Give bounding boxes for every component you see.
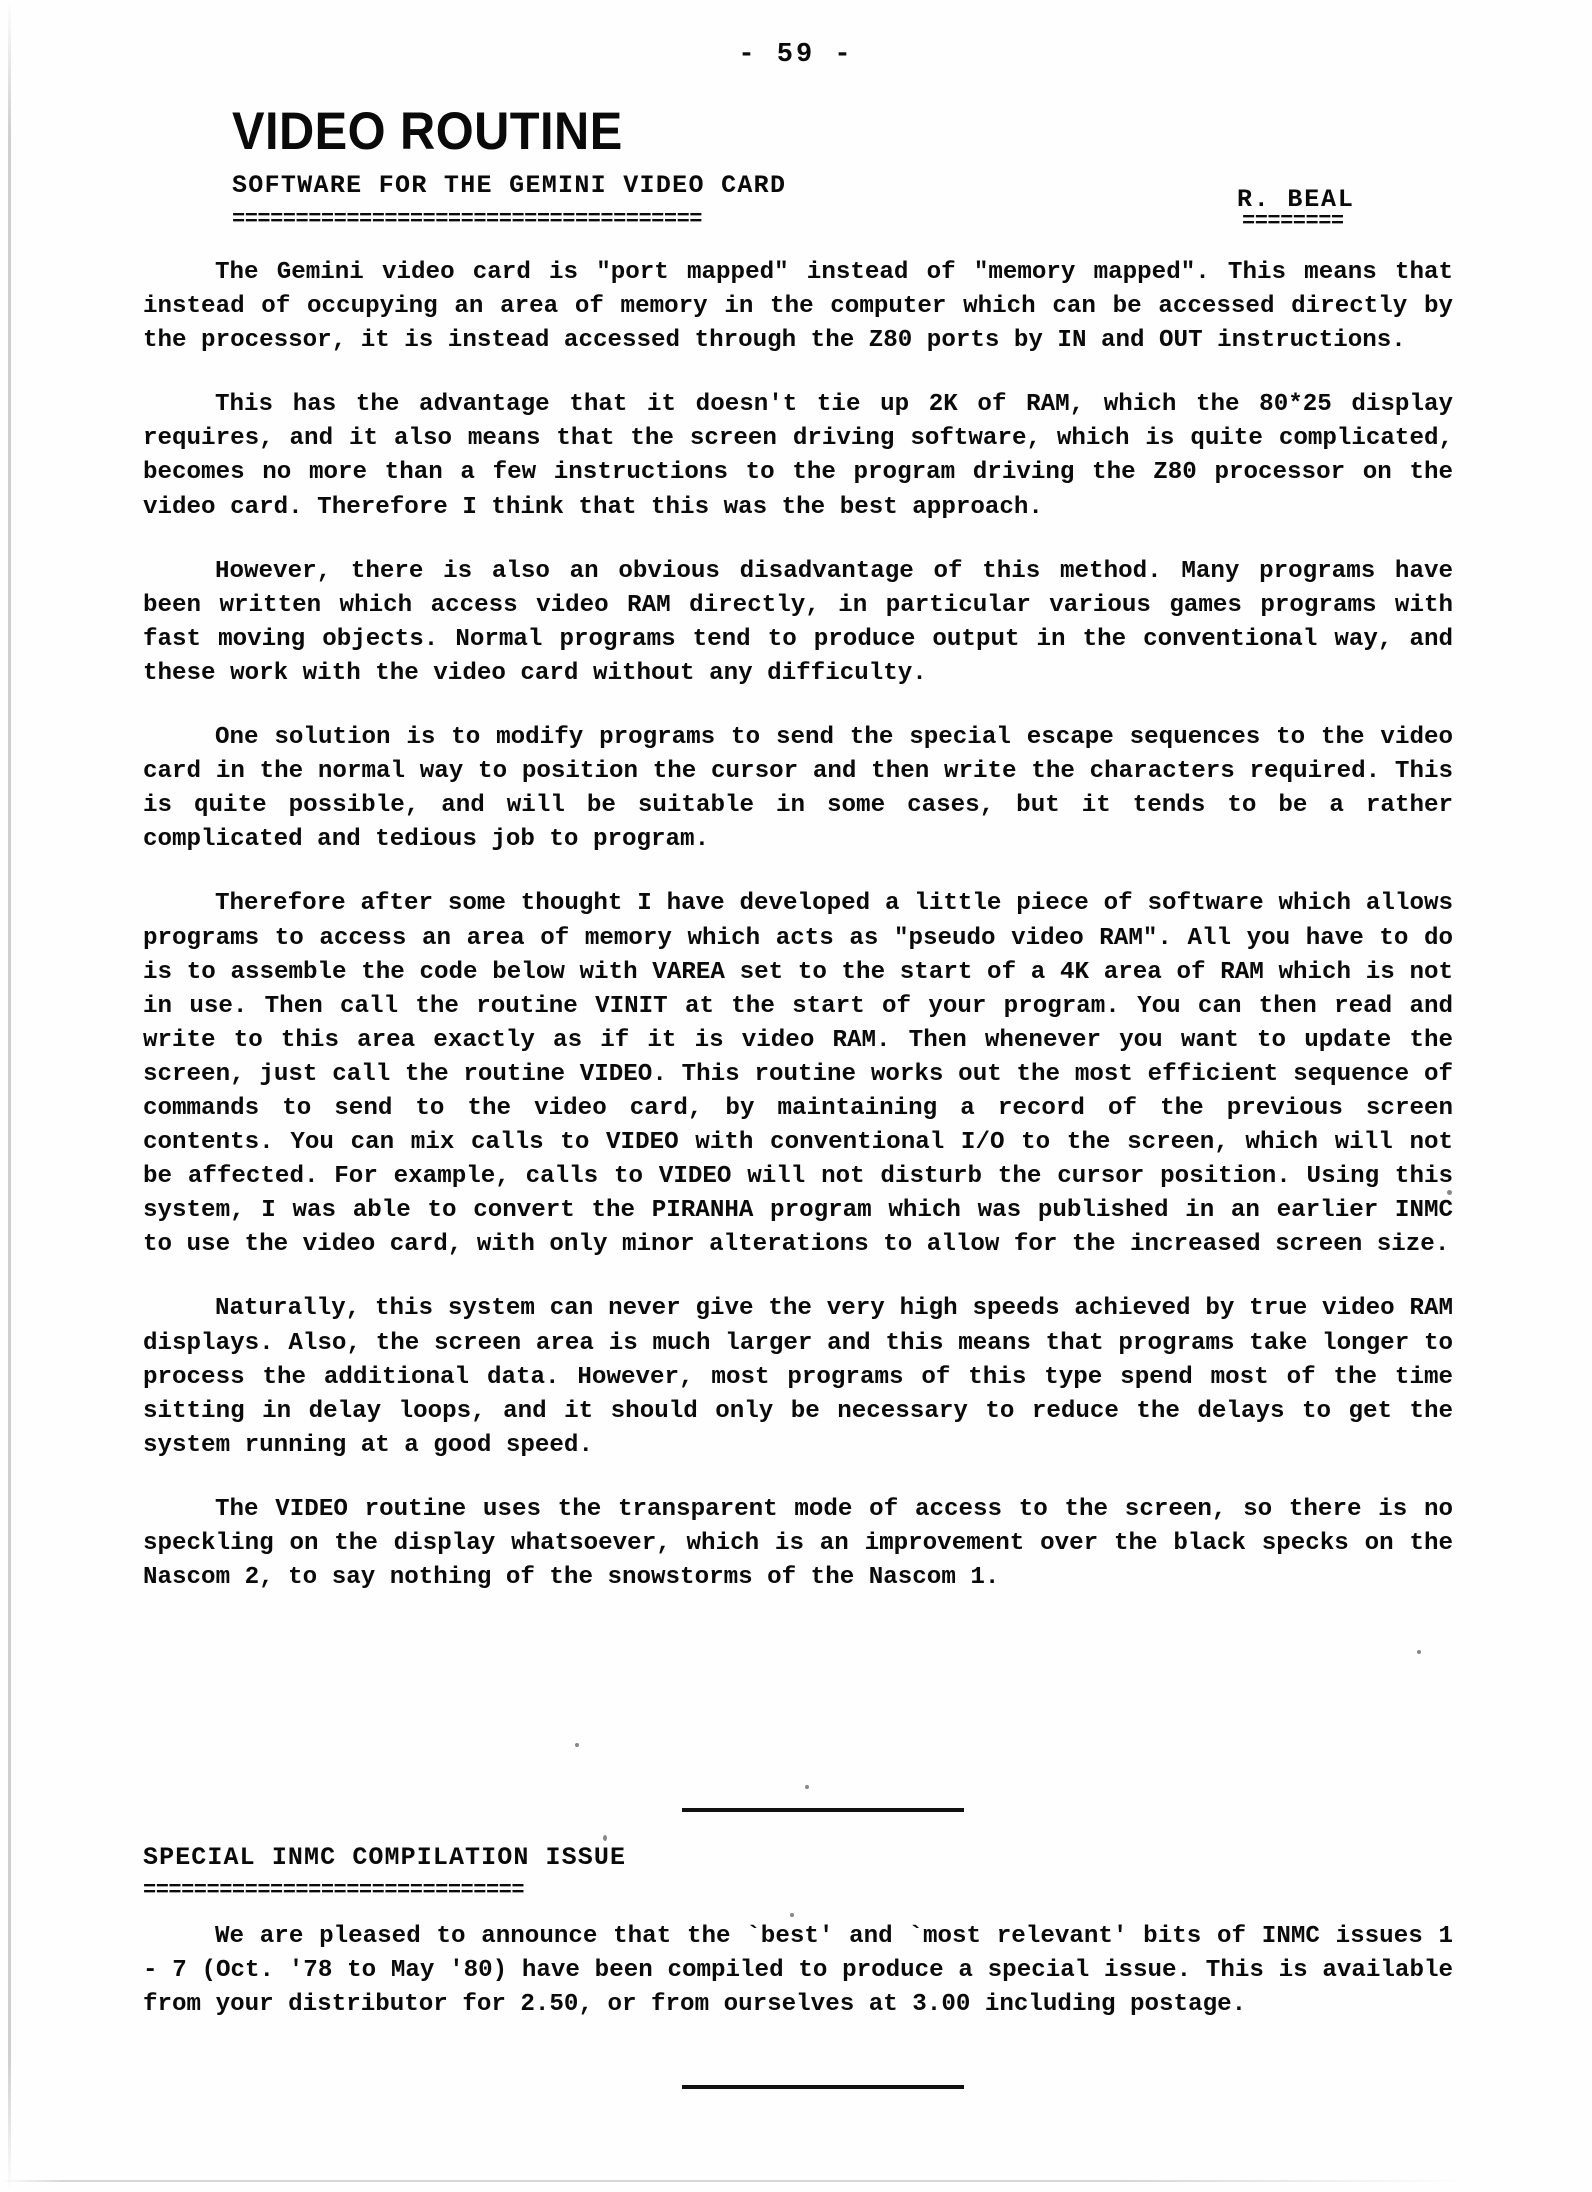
page-title: VIDEO ROUTINE xyxy=(232,102,623,161)
scan-edge-artifact-bottom xyxy=(0,2180,1592,2182)
body-paragraph: One solution is to modify programs to send the special escape sequences to the video card in the normal way to position the cursor and then write the characters required. This is quite possible, and will be suitable in some cases, but it tends to be a rather complicated and tedious job to program. xyxy=(143,724,1453,854)
scan-speck xyxy=(805,1785,809,1789)
section-body xyxy=(143,1920,1453,2022)
masthead-rule-row xyxy=(232,209,1432,234)
scan-speck xyxy=(575,1743,579,1747)
article-body xyxy=(143,256,1453,1623)
author-byline: R. BEAL xyxy=(1237,185,1355,214)
subtitle-row xyxy=(232,171,1432,214)
subtitle-underline-rule: ===================================== xyxy=(232,209,702,231)
scan-speck xyxy=(790,1913,794,1917)
scan-speck xyxy=(603,1835,607,1841)
body-paragraph: The VIDEO routine uses the transparent mode of access to the screen, so there is no speckling on the display whatsoever, which is an improvement over the black specks on the Nascom 2, to say nothing of the snowstorms of the Nascom 1. xyxy=(143,1495,1453,1592)
section-divider-bottom xyxy=(682,2085,964,2089)
body-paragraph: However, there is also an obvious disadvantage of this method. Many programs have been written which access video RAM directly, in particular various games programs with fast moving objects. Normal programs tend to produce output in the conventional way, and these work with the video card without any difficulty. xyxy=(143,557,1453,687)
section-heading-underline-rule: ============================== xyxy=(143,1880,525,1902)
document-subtitle: SOFTWARE FOR THE GEMINI VIDEO CARD xyxy=(232,171,787,200)
masthead xyxy=(232,102,1432,234)
byline-underline-rule: ======== xyxy=(1242,209,1344,234)
body-paragraph: Naturally, this system can never give the very high speeds achieved by true video RAM displays. Also, the screen area is much larger and this means that programs take longer to process the additional data. However, most programs of this type spend most of the time sitting in delay loops, and it should only be necessary to reduce the delays to get the system running at a good speed. xyxy=(143,1295,1453,1459)
section-heading: SPECIAL INMC COMPILATION ISSUE xyxy=(143,1843,627,1872)
section-divider-top xyxy=(682,1808,964,1812)
body-paragraph: The Gemini video card is "port mapped" instead of "memory mapped". This means that instead of occupying an area of memory in the computer which can be accessed directly by the processor, it is instead accessed through the Z80 ports by IN and OUT instructions. xyxy=(143,259,1453,355)
special-issue-section xyxy=(143,1843,1453,2022)
body-paragraph: This has the advantage that it doesn't tie up 2K of RAM, which the 80*25 display requires, and it also means that the screen driving software, which is quite complicated, becomes no more than a few instructions to the program driving the Z80 processor on the video card. Therefore I think that this was the best approach. xyxy=(143,391,1453,521)
scan-speck xyxy=(1417,1650,1421,1654)
section-paragraph: We are pleased to announce that the `best' and `most relevant' bits of INMC issues 1 - 7 (Oct. '78 to May '80) have been compiled to produce a special issue. This is available from your distributor for 2.50, or from ourselves at 3.00 including postage. xyxy=(143,1923,1453,2019)
scan-edge-artifact-left xyxy=(8,0,11,2192)
page-number: - 59 - xyxy=(738,40,854,70)
body-paragraph: Therefore after some thought I have developed a little piece of software which allows programs to access an area of memory which acts as "pseudo video RAM". All you have to do is to assemble the code below with VAREA set to the start of a 4K area of RAM which is not in use. Then call the routine VINIT at the start of your program. You can then read and write to this area exactly as if it is video RAM. Then whenever you want to update the screen, just call the routine VIDEO. This routine works out the most efficient sequence of commands to send to the video card, by maintaining a record of the previous screen contents. You can mix calls to VIDEO with conventional I/O to the screen, which will not be affected. For example, calls to VIDEO will not disturb the cursor position. Using this system, I was able to convert the PIRANHA program which was published in an earlier INMC to use the video card, with only minor alterations to allow for the increased screen size. xyxy=(143,890,1453,1259)
scan-speck xyxy=(1447,1190,1452,1195)
